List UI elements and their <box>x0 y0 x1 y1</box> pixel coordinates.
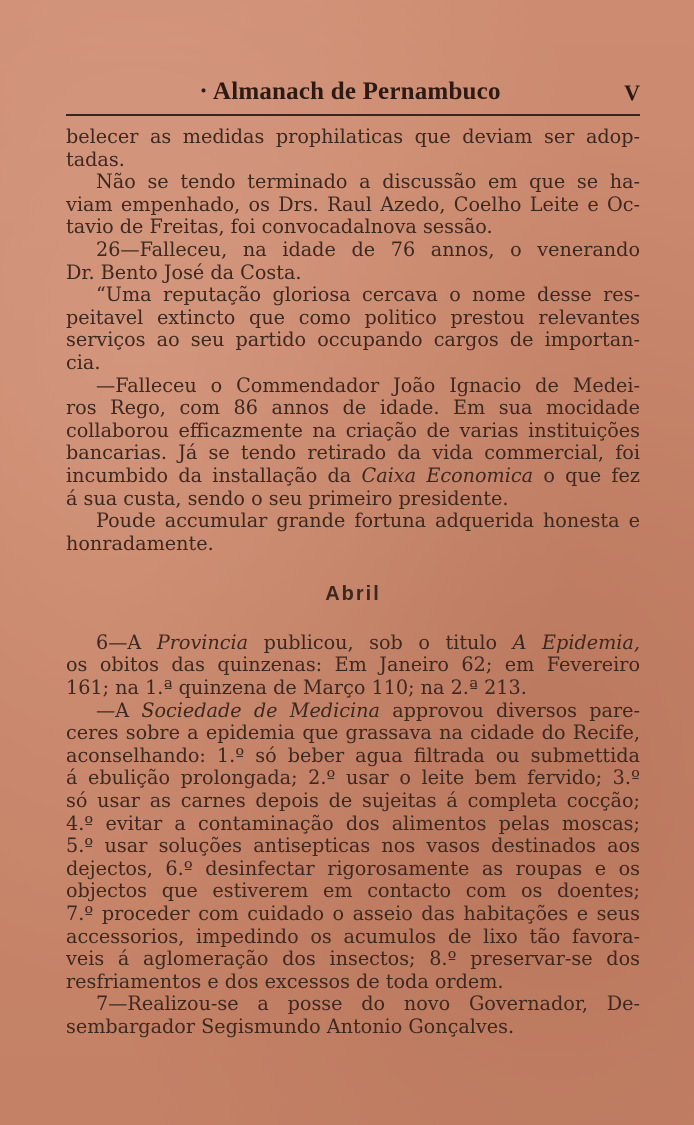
header-rule <box>66 114 640 116</box>
text-run: 6—A <box>96 630 142 654</box>
text-run-italic: Provincia <box>156 630 249 654</box>
text-line: veis á aglomeração dos insectos; 8.º preservar-se dos <box>66 947 640 971</box>
page-title: · Almanach de Pernambuco <box>199 78 501 105</box>
text-line: 161; na 1.ª quinzena de Março 110; na 2.ª 213. <box>66 676 527 700</box>
text-line <box>66 632 640 655</box>
text-line: 7—Realizou-se a posse do novo Governador, De- <box>96 992 640 1016</box>
text-line: ceres sobre a epidemia que grassava na cidade do Recife, <box>66 721 640 745</box>
text-line: á ebulição prolongada; 2.º usar o leite bem fervido; 3.º <box>66 766 640 790</box>
text-line: sembargador Segismundo Antonio Gonçalves. <box>66 1014 515 1038</box>
text-line: á sua custa, sendo o seu primeiro presidente. <box>66 486 509 510</box>
text-line <box>66 700 640 723</box>
text-line: bancarias. Já se tendo retirado da vida commercial, foi <box>66 441 640 465</box>
text-line: peitavel extincto que como politico prestou relevantes <box>66 305 640 329</box>
text-run: publicou, sob o titulo <box>263 630 498 654</box>
text-line: “Uma reputação gloriosa cercava o nome desse res- <box>96 283 640 307</box>
text-line: 4.º evitar a contaminação dos alimentos pelas moscas; <box>66 811 640 835</box>
text-line: aconselhando: 1.º só beber agua filtrada ou submettida <box>66 743 640 767</box>
text-line: resfriamentos e dos excessos de toda ordem. <box>66 969 504 993</box>
running-head <box>60 78 640 114</box>
text-line: só usar as carnes depois de sujeitas á completa cocção; <box>66 789 640 813</box>
text-line: honradamente. <box>66 531 214 555</box>
text-line: serviços ao seu partido occupando cargos de importan- <box>66 328 640 352</box>
text-run-italic: Caixa Economica <box>361 463 534 487</box>
text-line: 5.º usar soluções antisepticas nos vasos destinados aos <box>66 834 640 858</box>
text-line: viam empenhado, os Drs. Raul Azedo, Coelho Leite e Oc- <box>66 192 640 216</box>
text-line: 7.º proceder com cuidado o asseio das habitações e seus <box>66 902 640 925</box>
text-line: tavio de Freitas, foi convocadalnova sessão. <box>66 215 493 239</box>
text-line: tadas. <box>66 147 125 171</box>
text-line: os obitos das quinzenas: Em Janeiro 62; em Fevereiro <box>66 653 640 677</box>
text-run: approvou diversos pare- <box>392 698 640 722</box>
text-line: Não se tendo terminado a discussão em que se ha- <box>96 170 640 194</box>
text-line: objectos que estiverem em contacto com os doentes; <box>66 879 640 903</box>
text-line: dejectos, 6.º desinfectar rigorosamente as roupas e os <box>66 856 640 880</box>
text-line: Poude accumular grande fortuna adquerida honesta e <box>96 509 640 533</box>
text-line: ros Rego, com 86 annos de idade. Em sua mocidade <box>66 396 640 420</box>
text-run-italic: Sociedade de Medicina <box>141 698 380 722</box>
text-line: 26—Falleceu, na idade de 76 annos, o venerando <box>96 237 640 261</box>
text-line: belecer as medidas prophilaticas que deviam ser adop- <box>66 125 640 148</box>
text-run: —A <box>96 698 130 722</box>
text-line: cia. <box>66 350 101 374</box>
text-run: incumbido da installação da <box>66 463 352 487</box>
section-heading-april: Abril <box>325 583 381 606</box>
text-run-italic: A Epidemia, <box>512 630 640 654</box>
text-line <box>66 465 640 488</box>
page-number: V <box>624 80 640 105</box>
text-line: —Falleceu o Commendador João Ignacio de Medei- <box>96 373 640 397</box>
text-line: accessorios, impedindo os acumulos de lixo tão favora- <box>66 924 640 948</box>
text-run: o que fez <box>543 463 640 487</box>
body-text <box>66 126 640 1039</box>
text-line: Dr. Bento José da Costa. <box>66 260 302 284</box>
text-line: collaborou efficazmente na criação de varias instituições <box>66 418 640 442</box>
